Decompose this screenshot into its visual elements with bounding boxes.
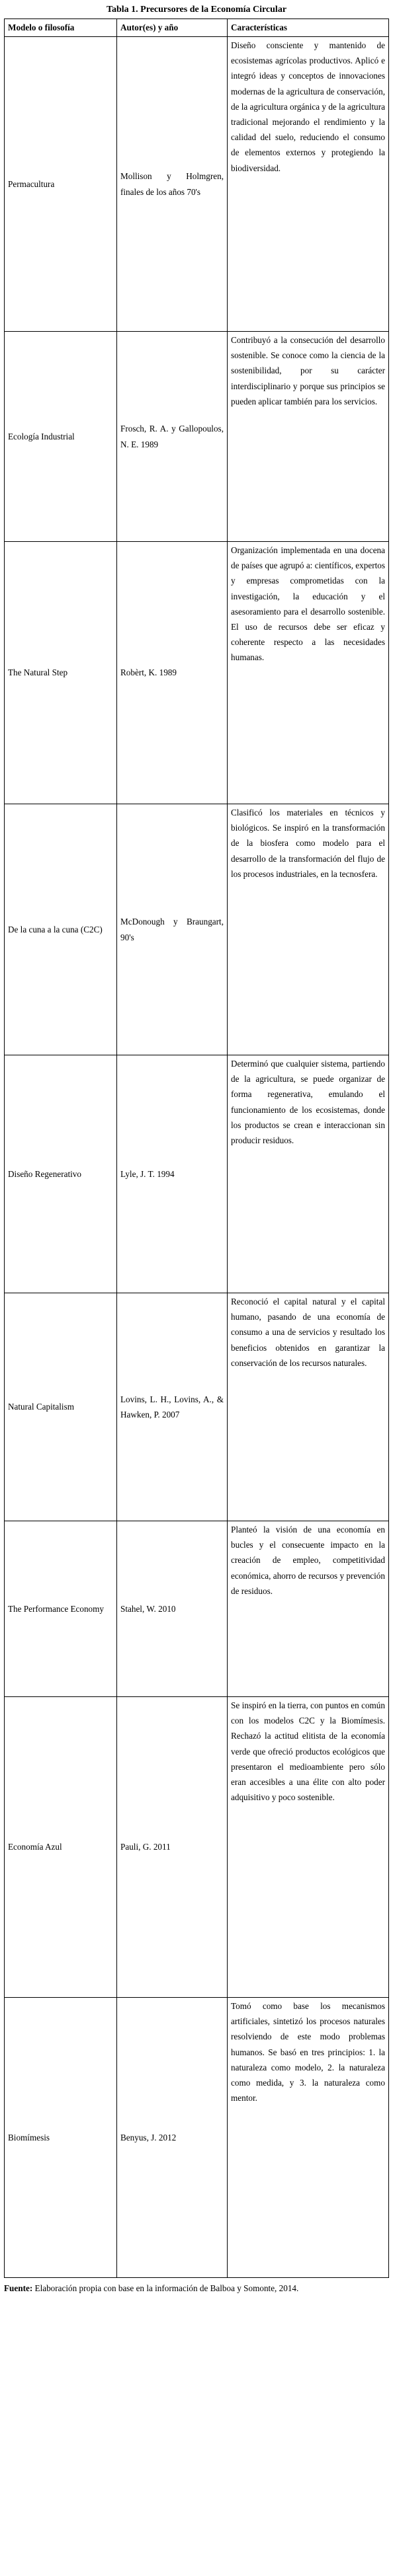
- header-features: Características: [228, 19, 389, 37]
- table-row: [5, 1293, 389, 1521]
- row-features: Clasificó los materiales en técnicos y biológicos. Se inspiró en la transformación de la biosfera como modelo para el desarrollo de la transformación del flujo de los procesos industriales, en la tecnosfera.: [228, 804, 389, 1055]
- table-row: [5, 542, 389, 804]
- row-features: Planteó la visión de una economía en bucles y el consecuente impacto en la creación de empleo, competitividad económica, ahorro de recursos y prevención de residuos.: [228, 1521, 389, 1697]
- row-model: Diseño Regenerativo: [5, 1055, 117, 1293]
- table-row: [5, 1055, 389, 1293]
- row-model: De la cuna a la cuna (C2C): [5, 804, 117, 1055]
- row-features: Diseño consciente y mantenido de ecosistemas agrícolas productivos. Aplicó e integró ideas y conceptos de innovaciones modernas de la agricultura de conservación, de la agricultura orgánica y de la agricultura tradicional mejorando el rendimiento y la calidad del suelo, reduciendo el consumo de elementos externos y protegiendo la biodiversidad.: [228, 37, 389, 332]
- row-features: Determinó que cualquier sistema, partiendo de la agricultura, se puede organizar de forma regenerativa, emulando el funcionamiento de los ecosistemas, donde los productos se crean e interaccionan sin producir residuos.: [228, 1055, 389, 1293]
- table-row: [5, 1521, 389, 1697]
- row-model: Natural Capitalism: [5, 1293, 117, 1521]
- row-features: Se inspiró en la tierra, con puntos en común con los modelos C2C y la Biomímesis. Rechazó la actitud elitista de la economía verde que ofreció productos ecológicos que presentaron el medioambiente pero sólo eran accesibles a una élite con alto poder adquisitivo y poco sostenible.: [228, 1697, 389, 1998]
- row-features: Tomó como base los mecanismos artificiales, sintetizó los procesos naturales resolviendo de este modo problemas humanos. Se basó en tres principios: 1. la naturaleza como modelo, 2. la naturaleza como medida, y 3. la naturaleza como mentor.: [228, 1998, 389, 2278]
- table-row: [5, 804, 389, 1055]
- source-text: Elaboración propia con base en la información de Balboa y Somonte, 2014.: [34, 2283, 299, 2293]
- row-authors: Frosch, R. A. y Gallopoulos, N. E. 1989: [117, 332, 228, 542]
- header-model: Modelo o filosofía: [5, 19, 117, 37]
- row-authors: Pauli, G. 2011: [117, 1697, 228, 1998]
- table-header-row: [5, 19, 389, 37]
- source-note: [4, 2282, 388, 2295]
- row-authors: Stahel, W. 2010: [117, 1521, 228, 1697]
- row-model: Economía Azul: [5, 1697, 117, 1998]
- row-authors: Robèrt, K. 1989: [117, 542, 228, 804]
- row-model: Permacultura: [5, 37, 117, 332]
- row-authors: Lyle, J. T. 1994: [117, 1055, 228, 1293]
- row-features: Contribuyó a la consecución del desarrollo sostenible. Se conoce como la ciencia de la sostenibilidad, por su carácter interdisciplinario y porque sus principios se pueden aplicar también para los servicios.: [228, 332, 389, 542]
- row-features: Reconoció el capital natural y el capital humano, pasando de una economía de consumo a una de servicios y resultado los beneficios obtenidos en garantizar la conservación de los recursos naturales.: [228, 1293, 389, 1521]
- row-features: Organización implementada en una docena de países que agrupó a: científicos, expertos y empresas comprometidas con la investigación, la educación y el asesoramiento para el desarrollo sostenible. El uso de recursos debe ser eficaz y coherente respecto a las necesidades humanas.: [228, 542, 389, 804]
- row-model: The Natural Step: [5, 542, 117, 804]
- header-authors: Autor(es) y año: [117, 19, 228, 37]
- row-model: Ecología Industrial: [5, 332, 117, 542]
- table-row: [5, 37, 389, 332]
- table-row: [5, 1998, 389, 2278]
- row-model: The Performance Economy: [5, 1521, 117, 1697]
- row-authors: Benyus, J. 2012: [117, 1998, 228, 2278]
- source-label: Fuente:: [4, 2283, 33, 2293]
- table-row: [5, 332, 389, 542]
- precursors-table: [4, 19, 389, 2278]
- row-model: Biomímesis: [5, 1998, 117, 2278]
- table-row: [5, 1697, 389, 1998]
- row-authors: Mollison y Holmgren, finales de los años 70's: [117, 37, 228, 332]
- row-authors: McDonough y Braungart, 90's: [117, 804, 228, 1055]
- row-authors: Lovins, L. H., Lovins, A., & Hawken, P. 2007: [117, 1293, 228, 1521]
- table-title: Tabla 1. Precursores de la Economía Circular: [106, 5, 287, 15]
